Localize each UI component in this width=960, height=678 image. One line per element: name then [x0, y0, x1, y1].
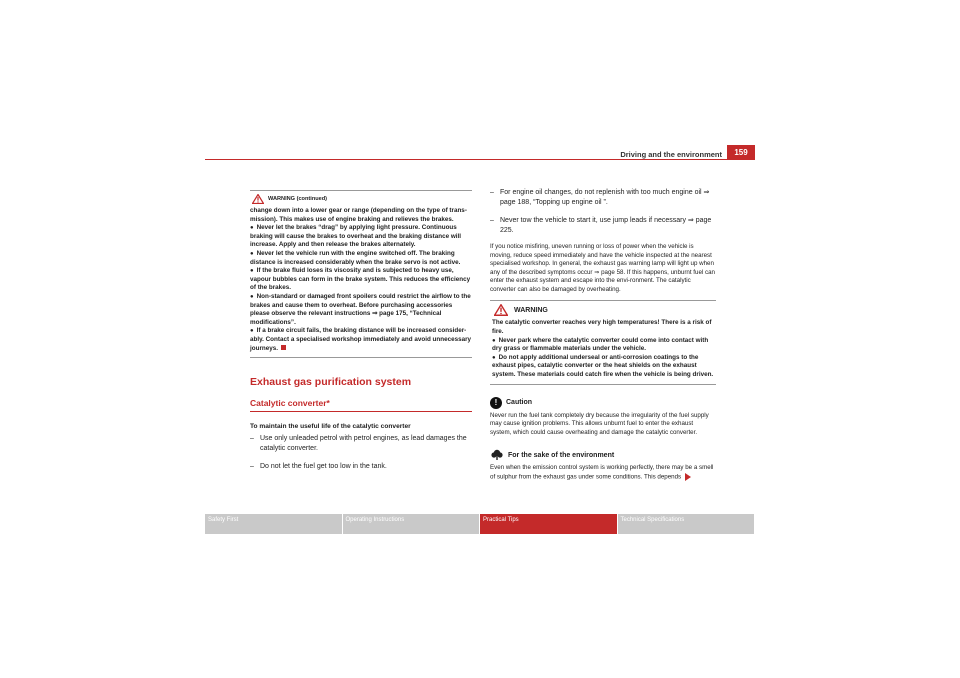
warning-bullet: ● Do not apply additional underseal or anti-corrosion coatings to the exhaust pipes, catalytic converter or the heat shields on the exhaust system. These materials could catch fire when the vehicle is being driven.	[492, 354, 714, 380]
warning-header	[494, 304, 714, 316]
right-column	[490, 188, 716, 482]
section-end-marker-icon	[281, 345, 286, 350]
intro-bold-line: To maintain the useful life of the catalytic converter	[250, 423, 411, 431]
tab-practical-tips[interactable]: Practical Tips	[480, 514, 618, 534]
section-heading: Exhaust gas purification system	[250, 376, 412, 389]
warning-bullet: ● If the brake fluid loses its viscosity and is subjected to heavy use, vapour bubbles can form in the brake system. This reduces the efficiency of the brakes.	[250, 267, 472, 293]
tab-operating-instructions[interactable]: Operating Instructions	[343, 514, 481, 534]
environment-tree-icon	[490, 449, 504, 461]
caution-text: Never run the fuel tank completely dry because the irregularity of the fuel supply may cause ignition problems. This allows unburnt fuel to enter the exhaust system, which could cause overheating and damage the catalytic converter.	[490, 411, 709, 436]
sub-heading: Catalytic converter*	[250, 399, 472, 412]
warning-bullet: ● Non-standard or damaged front spoilers could restrict the airflow to the brakes and cause them to overheat. Before purchasing accessories please observe the relevant instructions ⇒ page 175, “Technical modifications”.	[250, 293, 472, 327]
warning-triangle-icon	[252, 194, 264, 204]
instruction-item: – Never tow the vehicle to start it, use jump leads if necessary ⇒ page 225.	[490, 216, 716, 235]
warning-continued-box	[250, 190, 472, 358]
continue-arrow-icon	[685, 473, 691, 481]
caution-label: Caution	[506, 399, 533, 407]
body-paragraph: If you notice misfiring, uneven running or loss of power when the vehicle is moving, reduce speed immediately and have the vehicle inspected at the nearest specialised workshop. In general, the exhaust gas warning lamp will light up when any of the described symptoms occur ⇒ page 58. If this happens, unburnt fuel can enter the exhaust system and escape into the envi-ronment. The catalytic converter can also be damaged by overheating.	[490, 243, 715, 293]
environment-text: Even when the emission control system is working perfectly, there may be a smell of sulphur from the exhaust gas under some conditions. This depends	[490, 464, 714, 481]
environment-text-wrap	[490, 464, 716, 482]
header-rule	[205, 159, 755, 160]
caution-header	[490, 397, 716, 409]
page-header-title: Driving and the environment	[620, 150, 722, 159]
instruction-item: – Do not let the fuel get too low in the tank.	[250, 462, 472, 472]
warning-bullet: ● Never let the brakes “drag” by applying light pressure. Continuous braking will cause the brakes to overheat and the braking distance will increase. Apply and then release the brakes alternately.	[250, 224, 472, 250]
instruction-item: – For engine oil changes, do not replenish with too much engine oil ⇒ page 188, “Topping up engine oil ”.	[490, 188, 716, 207]
warning-paragraph: change down into a lower gear or range (depending on the type of trans-mission). This makes use of engine braking and relieves the brakes.	[250, 207, 467, 223]
footer-nav	[205, 514, 755, 534]
warning-box	[490, 300, 716, 384]
environment-label: For the sake of the environment	[508, 451, 615, 459]
caution-exclamation-icon: !	[490, 397, 502, 409]
warning-continued-text	[250, 207, 472, 353]
environment-header	[490, 449, 716, 461]
warning-label: WARNING	[514, 306, 548, 314]
warning-intro: The catalytic converter reaches very high temperatures! There is a risk of fire.	[492, 319, 712, 335]
page-number: 159	[727, 145, 755, 160]
left-column	[250, 190, 472, 472]
warning-bullet: ● Never park where the catalytic converter could come into contact with dry grass or flammable materials under the vehicle.	[492, 337, 714, 354]
warning-triangle-icon	[494, 304, 508, 316]
warning-continued-header	[252, 194, 472, 204]
warning-bullet: ● Never let the vehicle run with the engine switched off. The braking distance is increased considerably when the brake servo is not active.	[250, 250, 472, 267]
warning-text	[492, 319, 714, 379]
tab-technical-specifications[interactable]: Technical Specifications	[618, 514, 756, 534]
warning-bullet: ● If a brake circuit fails, the braking distance will be increased consider-ably. Contact a specialised workshop immediately and avoid unnecessary journeys.	[250, 327, 471, 351]
warning-last-bullet	[250, 327, 472, 353]
instruction-item: – Use only unleaded petrol with petrol engines, as lead damages the catalytic converter.	[250, 434, 472, 453]
tab-safety-first[interactable]: Safety First	[205, 514, 343, 534]
warning-continued-label: WARNING (continued)	[268, 195, 328, 202]
